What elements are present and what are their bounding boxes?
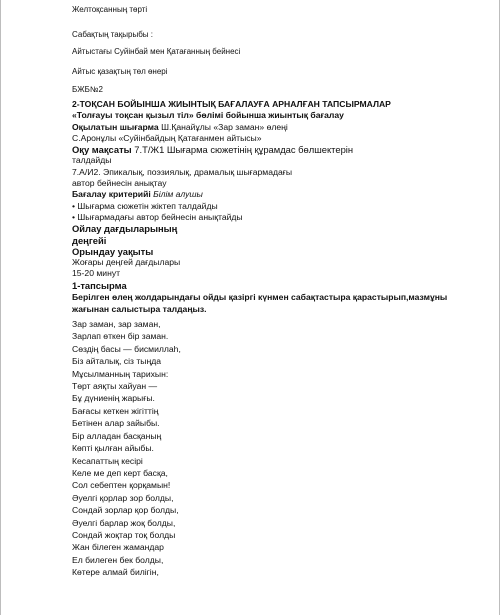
- poem-line: Бұ дүниенің жарығы.: [72, 393, 155, 404]
- work-text: Ш.Қанайұлы «Зар заман» өлеңі: [158, 121, 288, 132]
- poem-line: Төрт аяқты хайуан —: [72, 381, 158, 392]
- poem-line: Сөздің басы — бисмиллаһ,: [72, 343, 181, 354]
- skills-value: Жоғары деңгей дағдылары: [72, 257, 181, 268]
- poem-line: Көпті қылған айыбы.: [72, 443, 154, 454]
- goal-line-3: 7.А/И2. Эпикалық, поэзиялық, драмалық шығармадағы: [72, 166, 293, 177]
- goal-line-4: автор бейнесін анықтау: [72, 178, 167, 189]
- time-label: Орындау уақыты: [72, 245, 154, 257]
- poem-line: Сол себептен қорқамын!: [72, 480, 171, 491]
- poem-line: Сондай зорлар қор болды,: [72, 505, 179, 516]
- poem-line: Зар заман, зар заман,: [72, 319, 161, 330]
- task-text: Берілген өлең жолдарындағы ойды қазіргі күнмен сабақтастыра қарастырып,мазмұны жағынан салыстыра талдаңыз.: [72, 292, 448, 315]
- poem-line: Зарлап өткен бір заман.: [72, 331, 169, 342]
- work-label: Оқылатын шығарма: [72, 121, 159, 132]
- lesson-topic-label: Сабақтың тақырыбы :: [72, 30, 153, 39]
- lesson-topic-line: Айтыстағы Суйінбай мен Қатағанның бейнесі: [72, 47, 241, 56]
- poem-line: Жан білеген жамандар: [72, 542, 164, 553]
- poem-line: Бағасы кеткен жігіттің: [72, 405, 159, 416]
- goal-label: Оқу мақсаты: [72, 144, 132, 156]
- skills-label-2: деңгейі: [72, 234, 107, 246]
- goal-line-2: талдайды: [72, 155, 112, 166]
- poem-line: Бір алладан басқаның: [72, 430, 162, 441]
- criteria-note: Білім алушы: [150, 189, 203, 200]
- date-line: Желтоқсанның төрті: [72, 5, 148, 14]
- poem-line: Кесапаттың кесірі: [72, 455, 143, 466]
- criteria-item: • Шығарма сюжетін жіктеп талдайды: [72, 200, 218, 211]
- poem: [72, 318, 492, 579]
- poem-line: Келе ме деп керт басқа,: [72, 467, 168, 478]
- skills-label: Ойлау дағдыларының: [72, 223, 178, 235]
- assessment-body: [72, 99, 492, 579]
- goal-line: [72, 144, 492, 155]
- poem-line: Мұсылманның тарихын:: [72, 368, 169, 379]
- task-label: 1-тапсырма: [72, 279, 127, 291]
- poem-line: Әуелгі барлар жоқ болды,: [72, 517, 176, 528]
- work-line: [72, 122, 492, 133]
- time-value: 15-20 минут: [72, 268, 121, 279]
- doc-subtitle: «Толғауы тоқсан қызыл тіл» бөлімі бойынша жиынтық бағалау: [72, 110, 344, 121]
- poem-line: Бетінен алар зайыбы.: [72, 418, 160, 429]
- poem-line: Сондай жоқтар тоқ болды: [72, 529, 176, 540]
- poem-line: Біз айталық, сіз тыңда: [72, 356, 161, 367]
- assessment-number: БЖБ№2: [72, 85, 103, 94]
- criteria-item: • Шығармадағы автор бейнесін анықтайды: [72, 211, 243, 222]
- criteria-label: Бағалау критерийі: [72, 189, 151, 200]
- poem-line: Әуелгі қорлар зор болды,: [72, 492, 174, 503]
- goal-text: 7.Т/Ж1 Шығарма сюжетінің құрамдас бөлшектерін: [131, 144, 354, 156]
- poem-line: Көтере алмай билігін,: [72, 567, 159, 578]
- criteria-line: [72, 189, 492, 200]
- poem-line: Ел билеген бек болды,: [72, 554, 164, 565]
- work-line-2: С.Аронұлы «Суйінбайдың Қатағанмен айтысы»: [72, 132, 262, 143]
- lesson-topic-line-2: Айтыс қазақтың төл өнері: [72, 67, 168, 76]
- doc-title: 2-ТОҚСАН БОЙЫНША ЖИЫНТЫҚ БАҒАЛАУҒА АРНАЛҒАН ТАПСЫРМАЛАР: [72, 99, 391, 109]
